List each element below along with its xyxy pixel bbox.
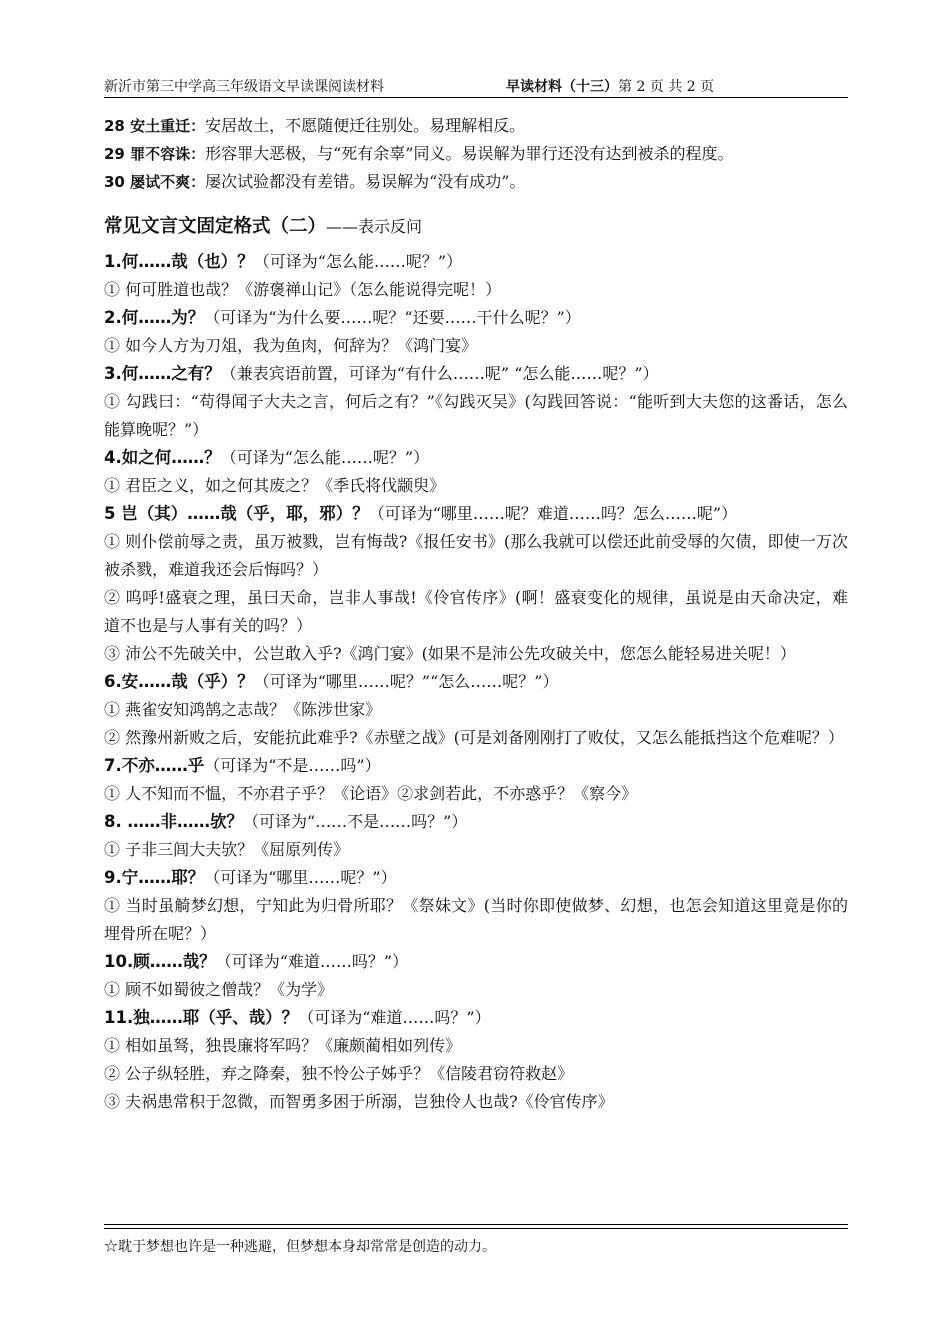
pattern-heading	[104, 304, 848, 332]
section-title	[104, 212, 848, 242]
idiom-term: 29 罪不容诛：	[104, 145, 206, 163]
pattern-formula: 1.何……哉（也）？	[104, 252, 254, 271]
footer-quote: ☆耽于梦想也许是一种逃避，但梦想本身却常常是创造的动力。	[104, 1239, 496, 1255]
pattern-note: （可译为“哪里……呢？”）	[204, 868, 397, 887]
idiom-term: 30 屡试不爽：	[104, 173, 206, 191]
section-title-text: 常见文言文固定格式（二）	[104, 216, 327, 237]
pattern-example: ① 顾不如蜀彼之僧哉？《为学》	[104, 980, 334, 999]
pattern-example: ① 人不知而不愠，不亦君子乎？《论语》②求剑若此，不亦惑乎？《察今》	[104, 784, 638, 803]
header-page-info	[506, 76, 714, 96]
pattern-formula: 2.何……为？	[104, 308, 205, 327]
pattern-example: ① 勾践曰：“苟得闻子大夫之言，何后之有？”《勾践灭吴》(勾践回答说：“能听到大夫您的这番话，怎么能算晚呢？”）	[104, 392, 848, 439]
idiom-entry	[104, 140, 848, 168]
pattern-formula: 6.安……哉（乎）？	[104, 672, 254, 691]
pattern-example: ① 如今人方为刀俎，我为鱼肉，何辞为？《鸿门宴》	[104, 336, 478, 355]
pattern-example: ① 何可胜道也哉？《游褒禅山记》（怎么能说得完呢！）	[104, 280, 502, 299]
pattern-example: ① 子非三闾大夫欤？《屈原列传》	[104, 840, 350, 859]
idiom-list	[104, 112, 848, 196]
pattern-formula: 4.如之何……？	[104, 448, 221, 467]
section-subtitle: ——表示反问	[326, 217, 423, 236]
idiom-text: 安居故土，不愿随便迁往别处。易理解相反。	[205, 116, 526, 135]
pattern-heading	[104, 668, 848, 696]
pattern-example: ① 燕雀安知鸿鹄之志哉？《陈涉世家》	[104, 700, 382, 719]
pattern-example: ① 相如虽驽，独畏廉将军吗？《廉颇蔺相如列传》	[104, 1036, 462, 1055]
idiom-term: 28 安土重迁：	[104, 117, 206, 135]
pattern-heading	[104, 248, 848, 276]
idiom-text: 形容罪大恶极，与“死有余辜”同义。易误解为罪行还没有达到被杀的程度。	[205, 144, 734, 163]
pattern-note: （可译为“怎么能……呢？”）	[220, 448, 430, 467]
footer-rule	[104, 1224, 848, 1225]
pattern-note: （可译为“怎么能……呢？”）	[253, 252, 463, 271]
header-material-title: 早读材料（十三）	[506, 79, 618, 95]
pattern-heading	[104, 444, 848, 472]
pattern-example: ① 君臣之义，如之何其废之？《季氏将伐颛臾》	[104, 476, 446, 495]
pattern-formula: 11.独……耶（乎、哉）？	[104, 1008, 299, 1027]
pattern-heading	[104, 948, 848, 976]
pattern-formula: 3.何……之有？	[104, 364, 221, 383]
header-page-number: 第 2 页 共 2 页	[618, 79, 715, 95]
pattern-heading	[104, 1004, 848, 1032]
header-rule	[104, 97, 848, 98]
pattern-example: ① 则仆偿前辱之责，虽万被戮，岂有悔哉?《报任安书》(那么我就可以偿还此前受辱的欠债，即使一万次被杀戮，难道我还会后悔吗？）	[104, 532, 848, 579]
pattern-formula: 10.顾……哉？	[104, 952, 216, 971]
pattern-note: （可译为“哪里……呢？”“怎么……呢？”）	[253, 672, 559, 691]
pattern-note: （可译为“为什么要……呢？“还要……干什么呢？”）	[204, 308, 581, 327]
pattern-example: ③ 夫祸患常积于忽微，而智勇多困于所溺，岂独伶人也哉?《伶官传序》	[104, 1092, 614, 1111]
idiom-entry	[104, 168, 848, 196]
header-school-title: 新沂市第三中学高三年级语文早读课阅读材料	[104, 79, 384, 95]
pattern-example: ① 当时虽觭梦幻想，宁知此为归骨所耶？《祭妹文》(当时你即使做梦、幻想，也怎会知道这里竟是你的埋骨所在呢？）	[104, 896, 848, 943]
pattern-formula: 9.宁……耶？	[104, 868, 205, 887]
pattern-note: （可译为“哪里……呢？难道……吗？怎么……呢”）	[368, 504, 738, 523]
pattern-heading	[104, 360, 848, 388]
idiom-text: 屡次试验都没有差错。易误解为“没有成功”。	[205, 172, 526, 191]
pattern-example: ② 公子纵轻胜，弃之降秦，独不怜公子姊乎？《信陵君窃符救赵》	[104, 1064, 574, 1083]
pattern-note: （可译为“不是……吗”）	[204, 756, 381, 775]
pattern-note: （兼表宾语前置，可译为“有什么……呢” “怎么能……呢？”）	[220, 364, 659, 383]
idiom-entry	[104, 112, 848, 140]
pattern-list	[104, 248, 848, 1116]
pattern-note: （可译为“难道……吗？”）	[298, 1008, 491, 1027]
pattern-heading	[104, 864, 848, 892]
pattern-heading	[104, 808, 848, 836]
pattern-formula: 7.不亦……乎	[104, 756, 205, 775]
footer-rule	[104, 1228, 848, 1229]
pattern-heading	[104, 752, 848, 780]
pattern-example: ② 呜呼!盛衰之理，虽曰天命，岂非人事哉!《伶官传序》(啊！盛衰变化的规律，虽说是由天命决定，难道不也是与人事有关的吗？）	[104, 588, 848, 635]
pattern-example: ② 然豫州新败之后，安能抗此难乎?《赤壁之战》(可是刘备刚刚打了败仗，又怎么能抵挡这个危难呢？）	[104, 728, 844, 747]
pattern-note: （可译为“难道……吗？”）	[215, 952, 409, 971]
pattern-formula: 8. ……非……欤？	[104, 812, 243, 831]
pattern-note: （可译为“……不是……吗？”）	[243, 812, 468, 831]
document-body	[104, 112, 848, 1116]
pattern-example: ③ 沛公不先破关中，公岂敢入乎?《鸿门宴》(如果不是沛公先攻破关中，您怎么能轻易进关呢！）	[104, 644, 796, 663]
pattern-formula: 5 岂（其）……哉（乎，耶，邪）？	[104, 504, 369, 523]
pattern-heading	[104, 500, 848, 528]
